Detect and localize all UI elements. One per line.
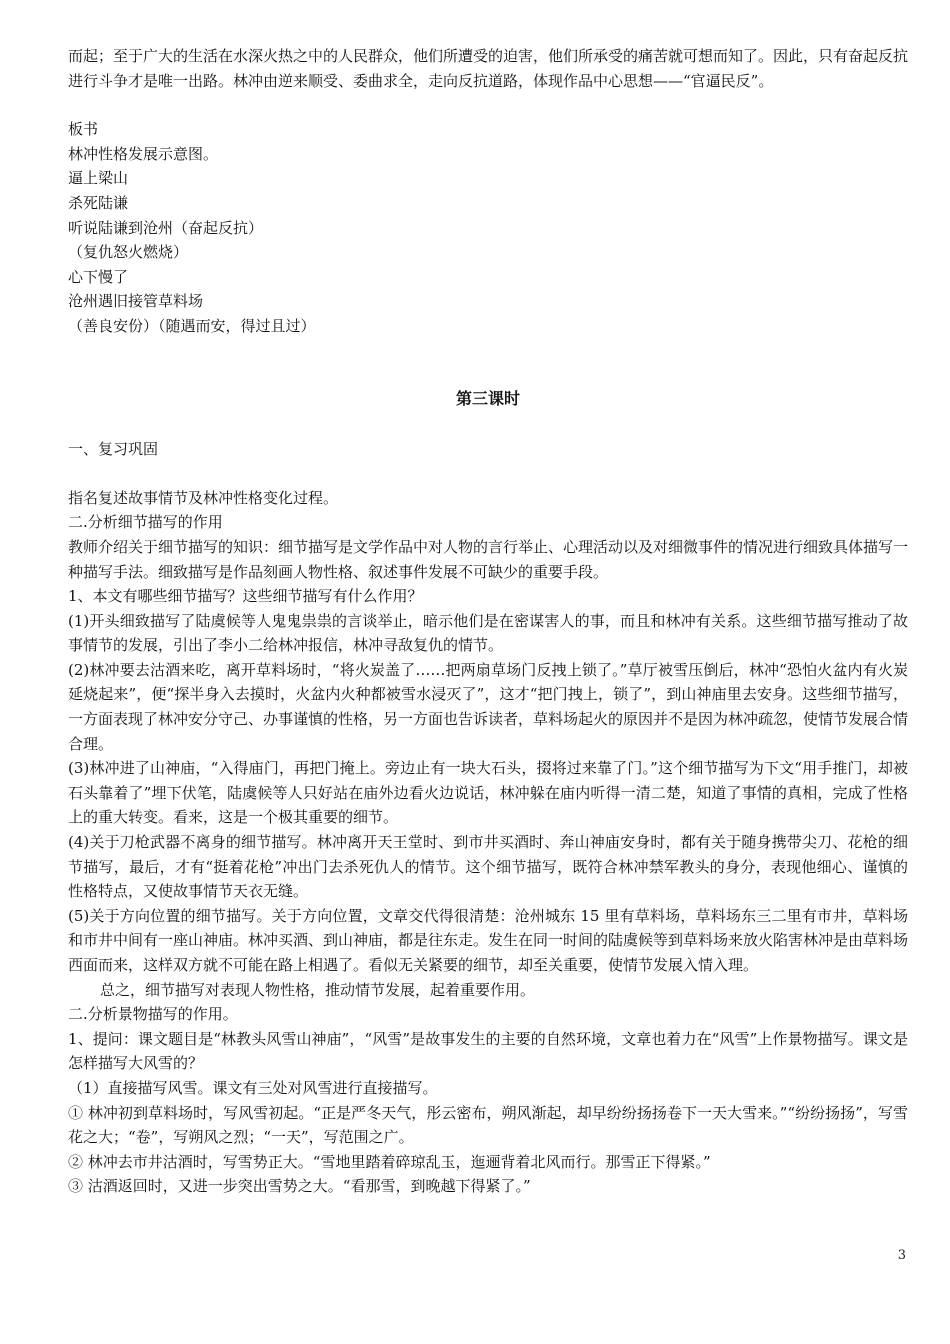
blackboard-line: 杀死陆谦 [68,193,129,212]
blackboard-notes [68,117,908,338]
detail-item: (3)林冲进了山神庙，“入得庙门，再把门掩上。旁边止有一块大石头，掇将过来靠了门。”这个细节描写为下文“用手推门，却被石头靠着了”埋下伏笔，陆虞候等人只好站在庙外边看火边说话，林冲躲在庙内听得一清二楚，知道了事情的真相，完成了性格上的重大转变。看来，这是一个极其重要的细节。 [68,759,908,827]
list-item: ③ 沽酒返回时，又进一步突出雪势之大。“看那雪，到晚越下得紧了。” [68,1177,531,1196]
body-paragraph: （1）直接描写风雪。课文有三处对风雪进行直接描写。 [68,1078,438,1097]
detail-item: (5)关于方向位置的细节描写。关于方向位置，文章交代得很清楚：沧州城东 15 里有草料场，草料场东三二里有市井，草料场和市井中间有一座山神庙。林冲买酒、到山神庙，都是往东走。发生在同一时间的陆虞候等到草料场来放火陷害林冲是由草料场西面而来，这样双方就不可能在路上相遇了。看似无关紧要的细节，却至关重要，使情节发展入情入理。 [68,906,909,974]
body-paragraph: 指名复述故事情节及林冲性格变化过程。 [68,488,339,507]
summary-paragraph: 总之，细节描写对表现人物性格，推动情节发展，起着重要作用。 [100,980,536,999]
detail-item: (2)林冲要去沽酒来吃，离开草料场时，“将火炭盖了……把两扇草场门反拽上锁了。”草厅被雪压倒后，林冲“恐怕火盆内有火炭延烧起来”，便“探半身入去摸时，火盆内火种都被雪水浸灭了”，这才“把门拽上，锁了”，到山神庙里去安身。这些细节描写，一方面表现了林冲安分守己、办事谨慎的性格，另一方面也告诉读者，草料场起火的原因并不是因为林冲疏忽，使情节发展合情合理。 [68,660,909,753]
list-item: ② 林冲去市井沽酒时，写雪势正大。“雪地里踏着碎琼乱玉，迤逦背着北风而行。那雪正下得紧。” [68,1152,711,1171]
section-title: 第三课时 [455,388,520,408]
body-paragraph: 教师介绍关于细节描写的知识：细节描写是文学作品中对人物的言行举止、心理活动以及对细微事件的情况进行细致具体描写一种描写手法。细致描写是作品刻画人物性格、叙述事件发展不可缺少的重要手段。 [68,537,909,581]
page-content [68,44,908,1199]
question: 1、提问：课文题目是“林教头风雪山神庙”，“风雪”是故事发生的主要的自然环境，文章也着力在“风雪”上作景物描写。课文是怎样描写大风雪的？ [68,1029,908,1073]
blackboard-line: 林冲性格发展示意图。 [68,144,219,163]
review-heading: 一、复习巩固 [68,440,159,459]
subheading: 二.分析景物描写的作用。 [68,1005,238,1024]
blackboard-line: 逼上梁山 [68,169,129,188]
blackboard-line: 听说陆谦到沧州（奋起反抗） [68,218,264,237]
question: 1、本文有哪些细节描写？这些细节描写有什么作用？ [68,587,423,606]
blackboard-line: （善良安份）（随遇而安，得过且过） [68,316,316,335]
blackboard-line: （复仇怒火燃烧） [68,243,189,262]
intro-paragraph: 而起；至于广大的生活在水深火热之中的人民群众，他们所遭受的迫害，他们所承受的痛苦就可想而知了。因此，只有奋起反抗进行斗争才是唯一出路。林冲由逆来顺受、委曲求全，走向反抗道路，体现作品中心思想——“官逼民反”。 [68,47,909,90]
blackboard-line: 沧州遇旧接管草料场 [68,292,204,311]
blackboard-line: 心下慢了 [68,267,129,286]
subheading: 二.分析细节描写的作用 [68,513,223,532]
list-item: ① 林冲初到草料场时，写风雪初起。“正是严冬天气，彤云密布，朔风渐起，却早纷纷扬扬卷下一天大雪来。”“纷纷扬扬”，写雪花之大；“卷”，写朔风之烈；“一天”，写范围之广。 [68,1103,908,1147]
detail-item: (4)关于刀枪武器不离身的细节描写。林冲离开天王堂时、到市井买酒时、奔山神庙安身时，都有关于随身携带尖刀、花枪的细节描写，最后，才有“挺着花枪”冲出门去杀死仇人的情节。这个细节描写，既符合林冲禁军教头的身分，表现他细心、谨慎的性格特点，又使故事情节天衣无缝。 [68,833,908,901]
detail-item: (1)开头细致描写了陆虞候等人鬼鬼祟祟的言谈举止，暗示他们是在密谋害人的事，而且和林冲有关系。这些细节描写推动了故事情节的发展，引出了李小二给林冲报信，林冲寻敌复仇的情节。 [68,611,908,655]
page-number: 3 [897,1248,906,1263]
blackboard-heading: 板书 [68,120,99,139]
